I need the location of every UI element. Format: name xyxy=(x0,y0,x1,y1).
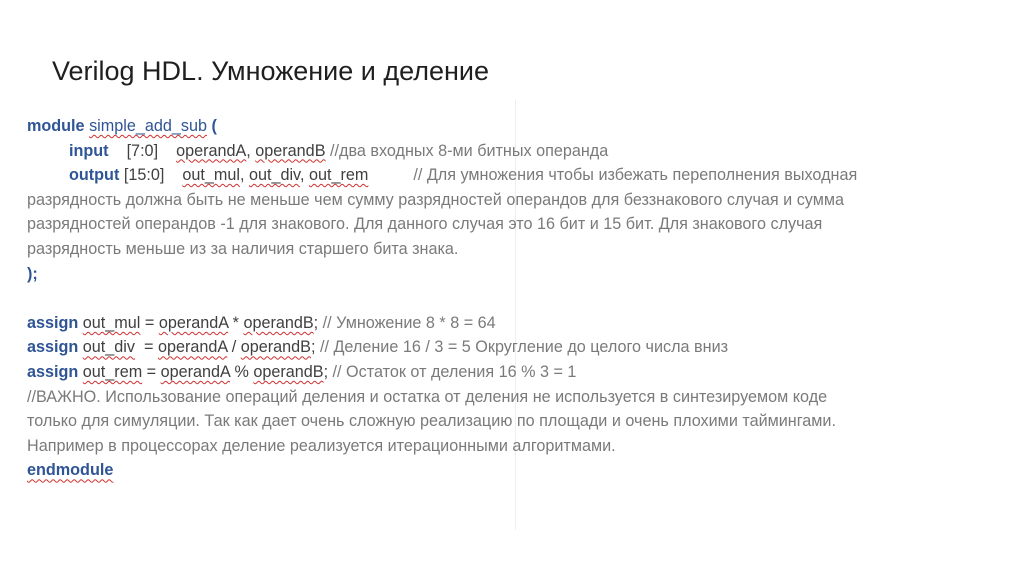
keyword-input: input xyxy=(69,141,109,160)
assign-operand-b: operandB xyxy=(240,338,311,357)
output-sep-2: , xyxy=(299,166,309,185)
output-out-mul: out_mul xyxy=(182,166,240,185)
code-line-output xyxy=(27,163,1007,188)
assign-eq: = xyxy=(135,338,158,357)
keyword-assign: assign xyxy=(27,362,79,381)
keyword-module: module xyxy=(27,117,85,135)
assign-comment: // Деление 16 / 3 = 5 Округление до целого числа вниз xyxy=(315,338,729,357)
assign-operand-a: operandA xyxy=(157,338,228,357)
open-paren: ( xyxy=(206,117,217,135)
assign-lhs: out_mul xyxy=(82,313,141,332)
output-comment: // Для умножения чтобы избежать переполнения выходная xyxy=(413,166,858,185)
keyword-assign: assign xyxy=(27,338,79,357)
input-sep: , xyxy=(246,141,256,160)
keyword-assign: assign xyxy=(27,313,79,332)
assign-operand-a: operandA xyxy=(160,362,230,381)
assign-lhs: out_rem xyxy=(82,362,143,381)
assign-eq: = xyxy=(140,313,159,332)
assign-lhs: out_div xyxy=(82,338,135,357)
assign-comment: // Умножение 8 * 8 = 64 xyxy=(318,313,496,332)
keyword-endmodule: endmodule xyxy=(27,461,114,480)
code-line-input xyxy=(27,139,1007,164)
output-range: [15:0] xyxy=(123,166,165,185)
comment-continuation-1: разрядность должна быть не меньше чем сумму разрядностей операндов для беззнакового случая и сумма xyxy=(27,190,844,209)
output-out-rem: out_rem xyxy=(308,166,369,185)
assign-operand-a: operandA xyxy=(158,313,229,332)
output-out-div: out_div xyxy=(248,166,300,185)
assign-operand-b: operandB xyxy=(243,313,314,332)
assign-eq: = xyxy=(142,362,161,381)
assign-comment: // Остаток от деления 16 % 3 = 1 xyxy=(328,362,577,381)
assign-operator: % xyxy=(229,362,254,381)
note-line-2: только для симуляции. Так как дает очень сложную реализацию по площади и очень плохими таймингами. xyxy=(27,412,836,431)
input-operand-b: operandB xyxy=(255,141,326,160)
keyword-output: output xyxy=(69,166,120,185)
assign-rem-line xyxy=(27,360,1007,385)
assign-operator: / xyxy=(227,338,241,357)
module-name: simple_add_sub xyxy=(89,117,207,135)
assign-operand-b: operandB xyxy=(253,362,324,381)
blank-line xyxy=(27,286,1007,311)
assign-semicolon: ; xyxy=(310,338,316,357)
assign-semicolon: ; xyxy=(323,362,329,381)
input-comment: //два входных 8-ми битных операнда xyxy=(330,141,609,160)
assign-div-line xyxy=(27,335,1007,360)
slide-title: Verilog HDL. Умножение и деление xyxy=(52,56,490,86)
code-block xyxy=(27,114,1007,483)
close-paren: ); xyxy=(27,264,38,283)
input-range: [7:0] xyxy=(126,141,159,160)
note-line-3: Например в процессорах деление реализуется итерационными алгоритмами. xyxy=(27,436,616,455)
assign-operator: * xyxy=(228,313,244,332)
comment-continuation-3: разрядность меньше из за наличия старшего бита знака. xyxy=(27,239,459,258)
assign-mul-line xyxy=(27,311,1007,336)
comment-continuation-2: разрядностей операндов -1 для знакового. Для данного случая это 16 бит и 15 бит. Для знакового случая xyxy=(27,215,823,234)
assign-semicolon: ; xyxy=(313,313,319,332)
input-operand-a: operandA xyxy=(176,141,247,160)
note-line-1: //ВАЖНО. Использование операций деления и остатка от деления не используется в синтезируемом коде xyxy=(27,387,828,406)
output-sep-1: , xyxy=(239,166,249,185)
code-line-module xyxy=(27,114,1007,139)
